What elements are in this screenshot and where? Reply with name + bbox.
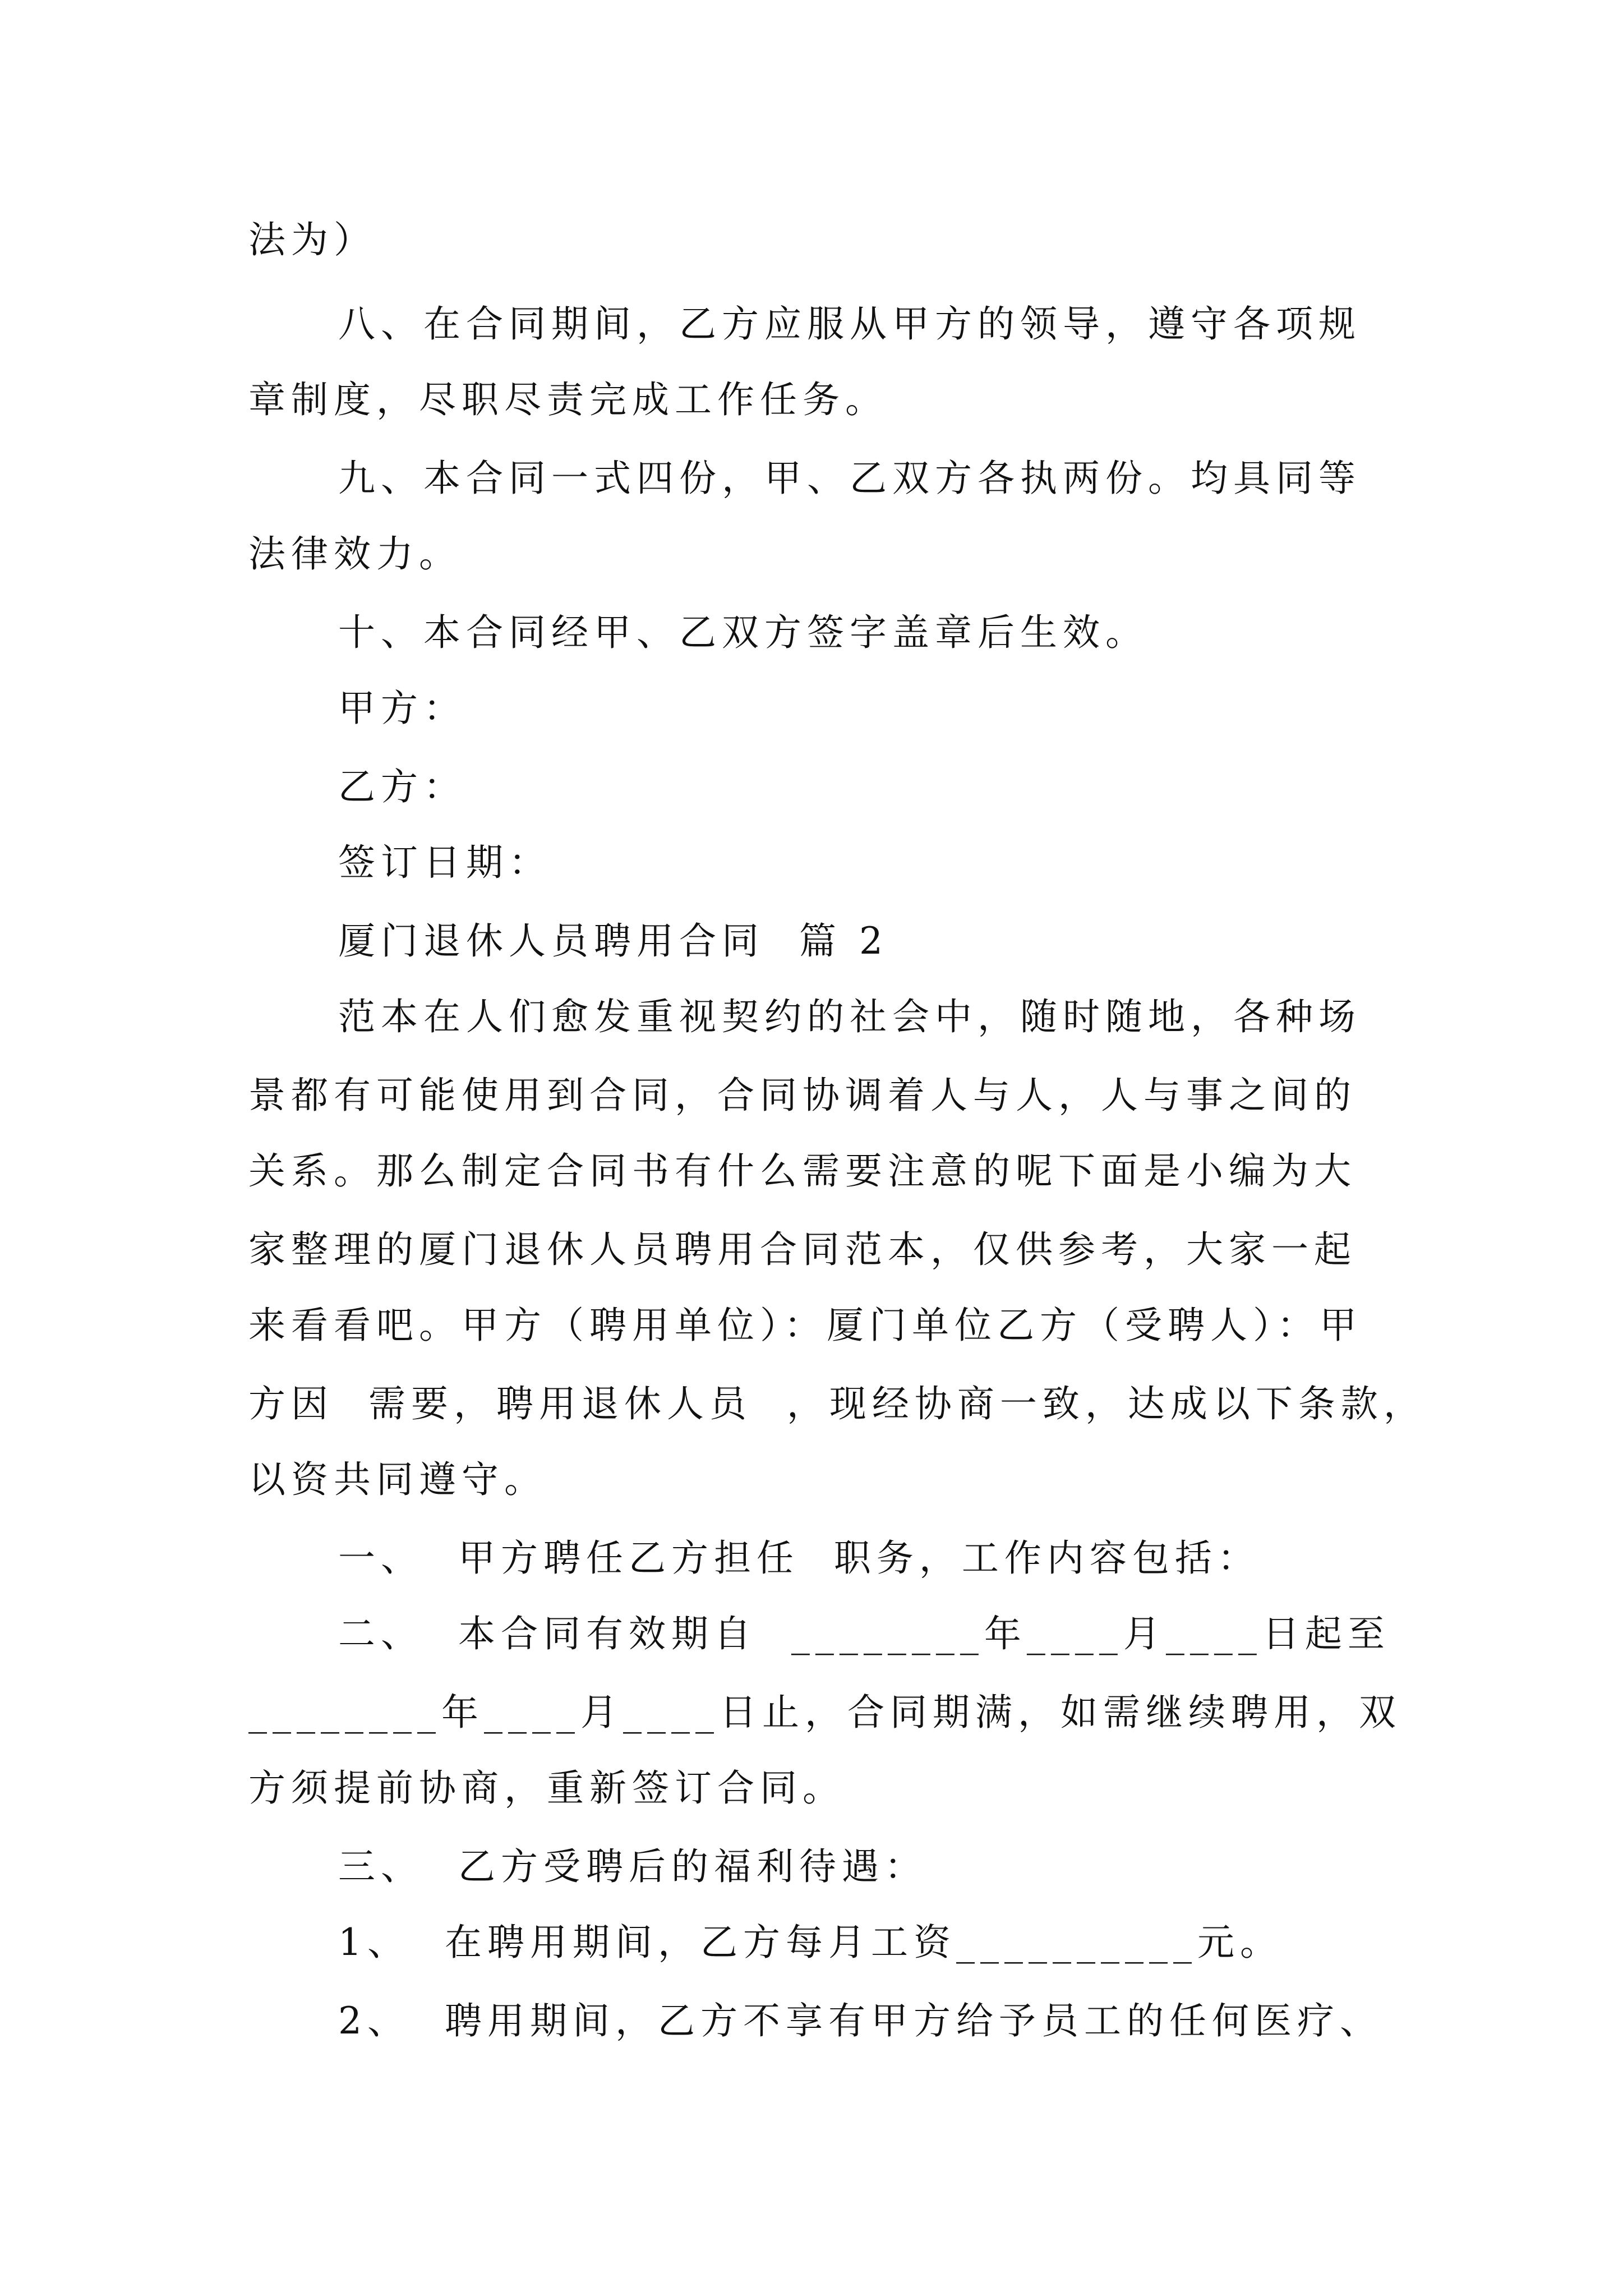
section-heading: 厦门退休人员聘用合同 篇 2 — [338, 919, 888, 963]
sub-clause-2: 2、 聘用期间，乙方不享有甲方给予员工的任何医疗、 — [338, 1999, 1382, 2042]
clause-10: 十、本合同经甲、乙双方签字盖章后生效。 — [338, 611, 1148, 654]
clause-8: 八、在合同期间，乙方应服从甲方的领导，遵守各项规 — [338, 302, 1361, 346]
text-line: 法律效力。 — [248, 532, 462, 576]
signing-date-label: 签订日期： — [338, 841, 551, 884]
text-line: 章制度，尽职尽责完成工作任务。 — [248, 378, 888, 421]
clause-3: 三、 乙方受聘后的福利待遇： — [338, 1845, 927, 1888]
text-line: ________年____月____日止，合同期满，如需继续聘用，双 — [248, 1691, 1401, 1734]
text-line: 景都有可能使用到合同，合同协调着人与人，人与事之间的 — [248, 1074, 1357, 1117]
text-line: 法为） — [248, 218, 376, 261]
party-a-signature-label: 甲方： — [338, 687, 466, 730]
intro-paragraph: 范本在人们愈发重视契约的社会中，随时随地，各种场 — [338, 995, 1361, 1038]
text-line: 来看看吧。甲方（聘用单位）：厦门单位乙方（受聘人）：甲 — [248, 1304, 1362, 1347]
clause-9: 九、本合同一式四份，甲、乙双方各执两份。均具同等 — [338, 457, 1361, 500]
text-line: 以资共同遵守。 — [248, 1458, 547, 1501]
text-line: 家整理的厦门退休人员聘用合同范本，仅供参考，大家一起 — [248, 1228, 1357, 1271]
clause-2: 二、 本合同有效期自 ________年____月____日起至 — [338, 1612, 1390, 1655]
sub-clause-1: 1、 在聘用期间，乙方每月工资__________元。 — [338, 1921, 1283, 1964]
party-b-signature-label: 乙方： — [338, 765, 466, 808]
text-line: 关系。那么制定合同书有什么需要注意的呢下面是小编为大 — [248, 1149, 1357, 1193]
clause-1: 一、 甲方聘任乙方担任 职务，工作内容包括： — [338, 1536, 1260, 1580]
text-line: 方因 需要，聘用退休人员 ，现经协商一致，达成以下条款， — [248, 1382, 1426, 1425]
text-line: 方须提前协商，重新签订合同。 — [248, 1766, 845, 1810]
